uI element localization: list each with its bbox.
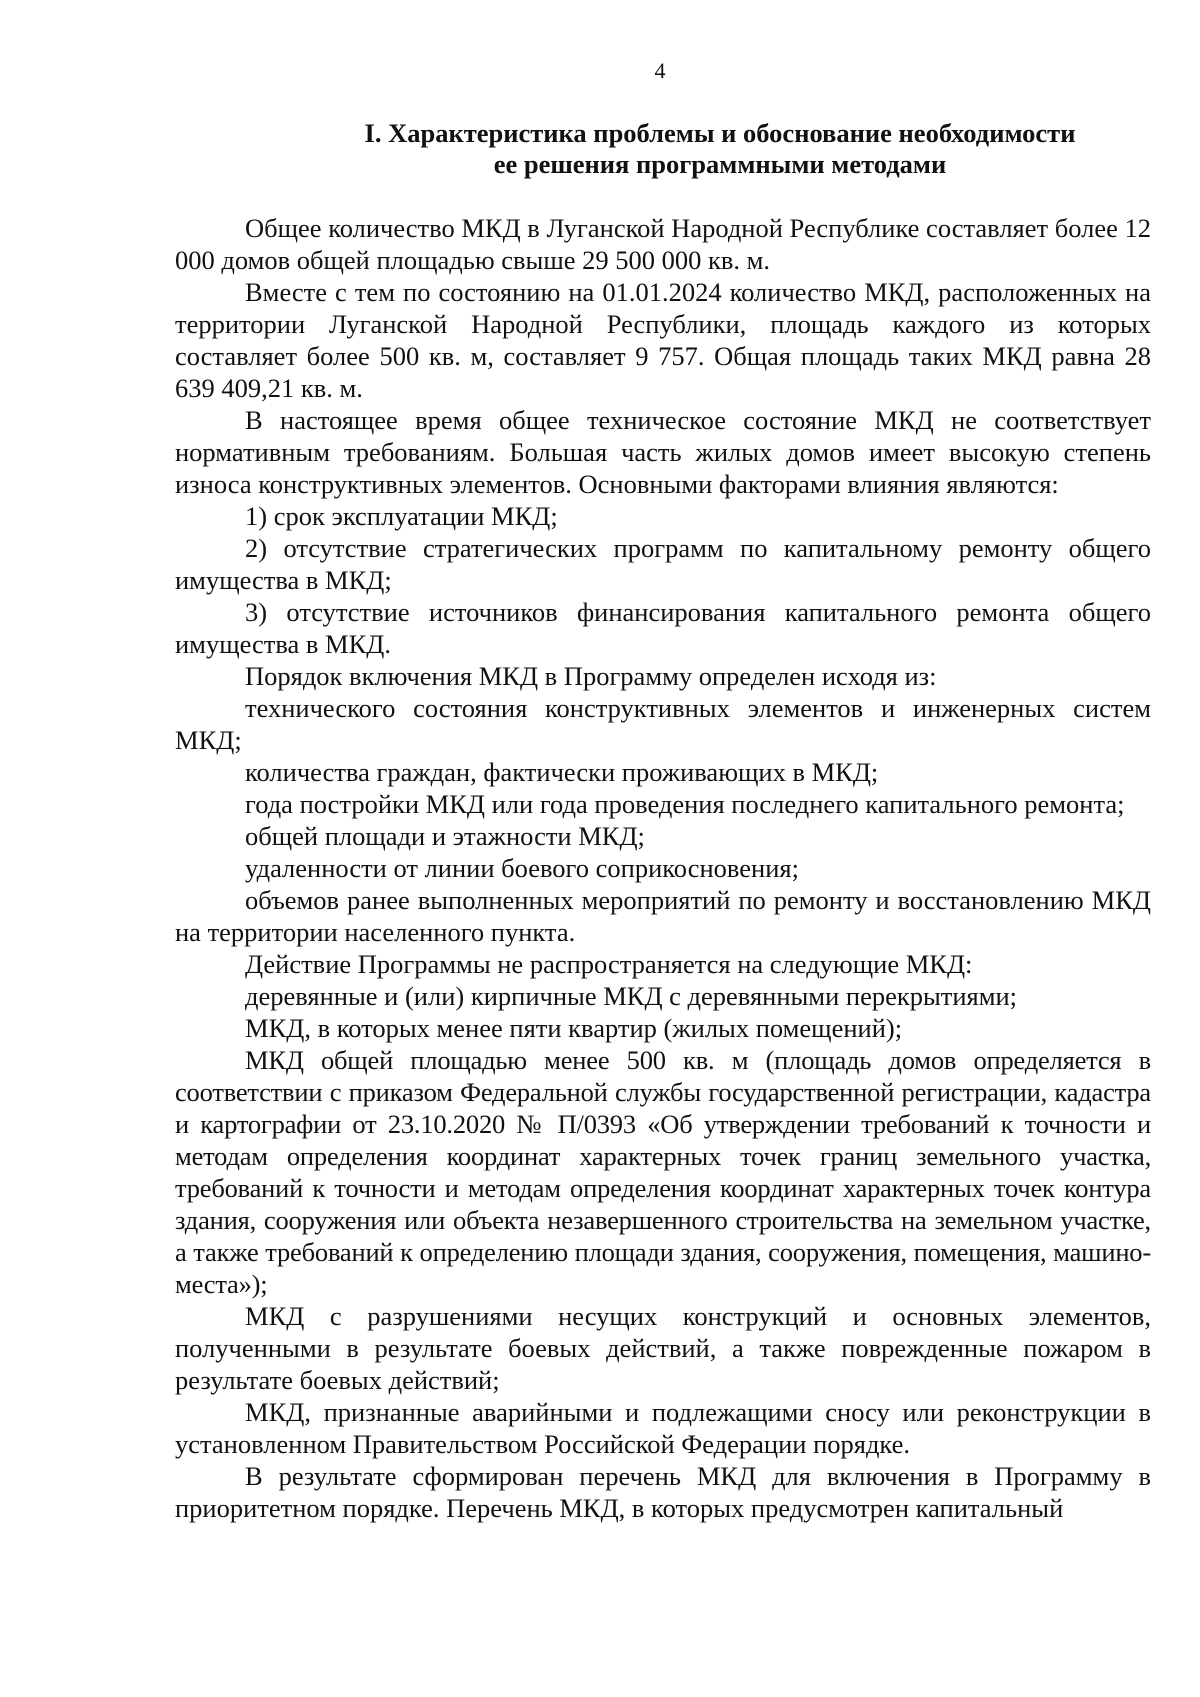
list-item-factor-1: 1) срок эксплуатации МКД; (245, 501, 558, 531)
section-heading-line-1: I. Характеристика проблемы и обоснование необходимости (364, 118, 1076, 148)
list-item-criterion-area: общей площади и этажности МКД; (245, 821, 645, 851)
section-heading (300, 118, 1140, 180)
list-item-criterion-distance: удаленности от линии боевого соприкосновения; (245, 853, 799, 883)
list-item-exclusion-war-damage: МКД с разрушениями несущих конструкций и основных элементов, полученными в результате боевых действий, а также поврежденные пожаром в результате боевых действий; (175, 1301, 1151, 1395)
paragraph-mkd-count: Вместе с тем по состоянию на 01.01.2024 количество МКД, расположенных на территории Луганской Народной Республики, площадь каждого из которых составляет более 500 кв. м, составляет 9 757. Общая площадь таких МКД равна 28 639 409,21 кв. м. (175, 277, 1151, 403)
list-item-exclusion-few-apartments: МКД, в которых менее пяти квартир (жилых помещений); (245, 1013, 903, 1043)
section-heading-line-2: ее решения программными методами (493, 149, 947, 179)
list-item-exclusion-small-area: МКД общей площадью менее 500 кв. м (площадь домов определяется в соответствии с приказом Федеральной службы государственной регистрации, кадастра и картографии от 23.10.2020 № П/0393 «Об утверждении требований к точности и методам определения координат характерных точек границ земельного участка, требований к точности и методам определения координат характерных точек контура здания, сооружения или объекта незавершенного строительства на земельном участке, а также требований к определению площади здания, сооружения, помещения, машино-места»); (175, 1045, 1151, 1299)
list-item-criterion-year: года постройки МКД или года проведения последнего капитального ремонта; (245, 789, 1125, 819)
body-text (175, 212, 1151, 1524)
list-item-criterion-residents: количества граждан, фактически проживающих в МКД; (245, 757, 879, 787)
list-item-exclusion-emergency: МКД, признанные аварийными и подлежащими сносу или реконструкции в установленном Правительством Российской Федерации порядке. (175, 1397, 1151, 1459)
list-item-criterion-technical: технического состояния конструктивных элементов и инженерных систем МКД; (175, 693, 1151, 755)
paragraph-total-mkd: Общее количество МКД в Луганской Народной Республике составляет более 12 000 домов общей площадью свыше 29 500 000 кв. м. (175, 213, 1151, 275)
paragraph-exclusions: Действие Программы не распространяется на следующие МКД: (245, 949, 973, 979)
list-item-exclusion-wooden: деревянные и (или) кирпичные МКД с деревянными перекрытиями; (245, 981, 1018, 1011)
list-item-criterion-previous-works: объемов ранее выполненных мероприятий по ремонту и восстановлению МКД на территории населенного пункта. (175, 885, 1151, 947)
paragraph-technical-state: В настоящее время общее техническое состояние МКД не соответствует нормативным требованиям. Большая часть жилых домов имеет высокую степень износа конструктивных элементов. Основными факторами влияния являются: (175, 405, 1151, 499)
list-item-factor-3: 3) отсутствие источников финансирования капитального ремонта общего имущества в МКД. (175, 597, 1151, 659)
paragraph-inclusion-order: Порядок включения МКД в Программу определен исходя из: (245, 661, 937, 691)
page-number: 4 (654, 58, 666, 83)
list-item-factor-2: 2) отсутствие стратегических программ по капитальному ремонту общего имущества в МКД; (175, 533, 1151, 595)
paragraph-result-list: В результате сформирован перечень МКД для включения в Программу в приоритетном порядке. Перечень МКД, в которых предусмотрен капитальный (175, 1461, 1151, 1523)
